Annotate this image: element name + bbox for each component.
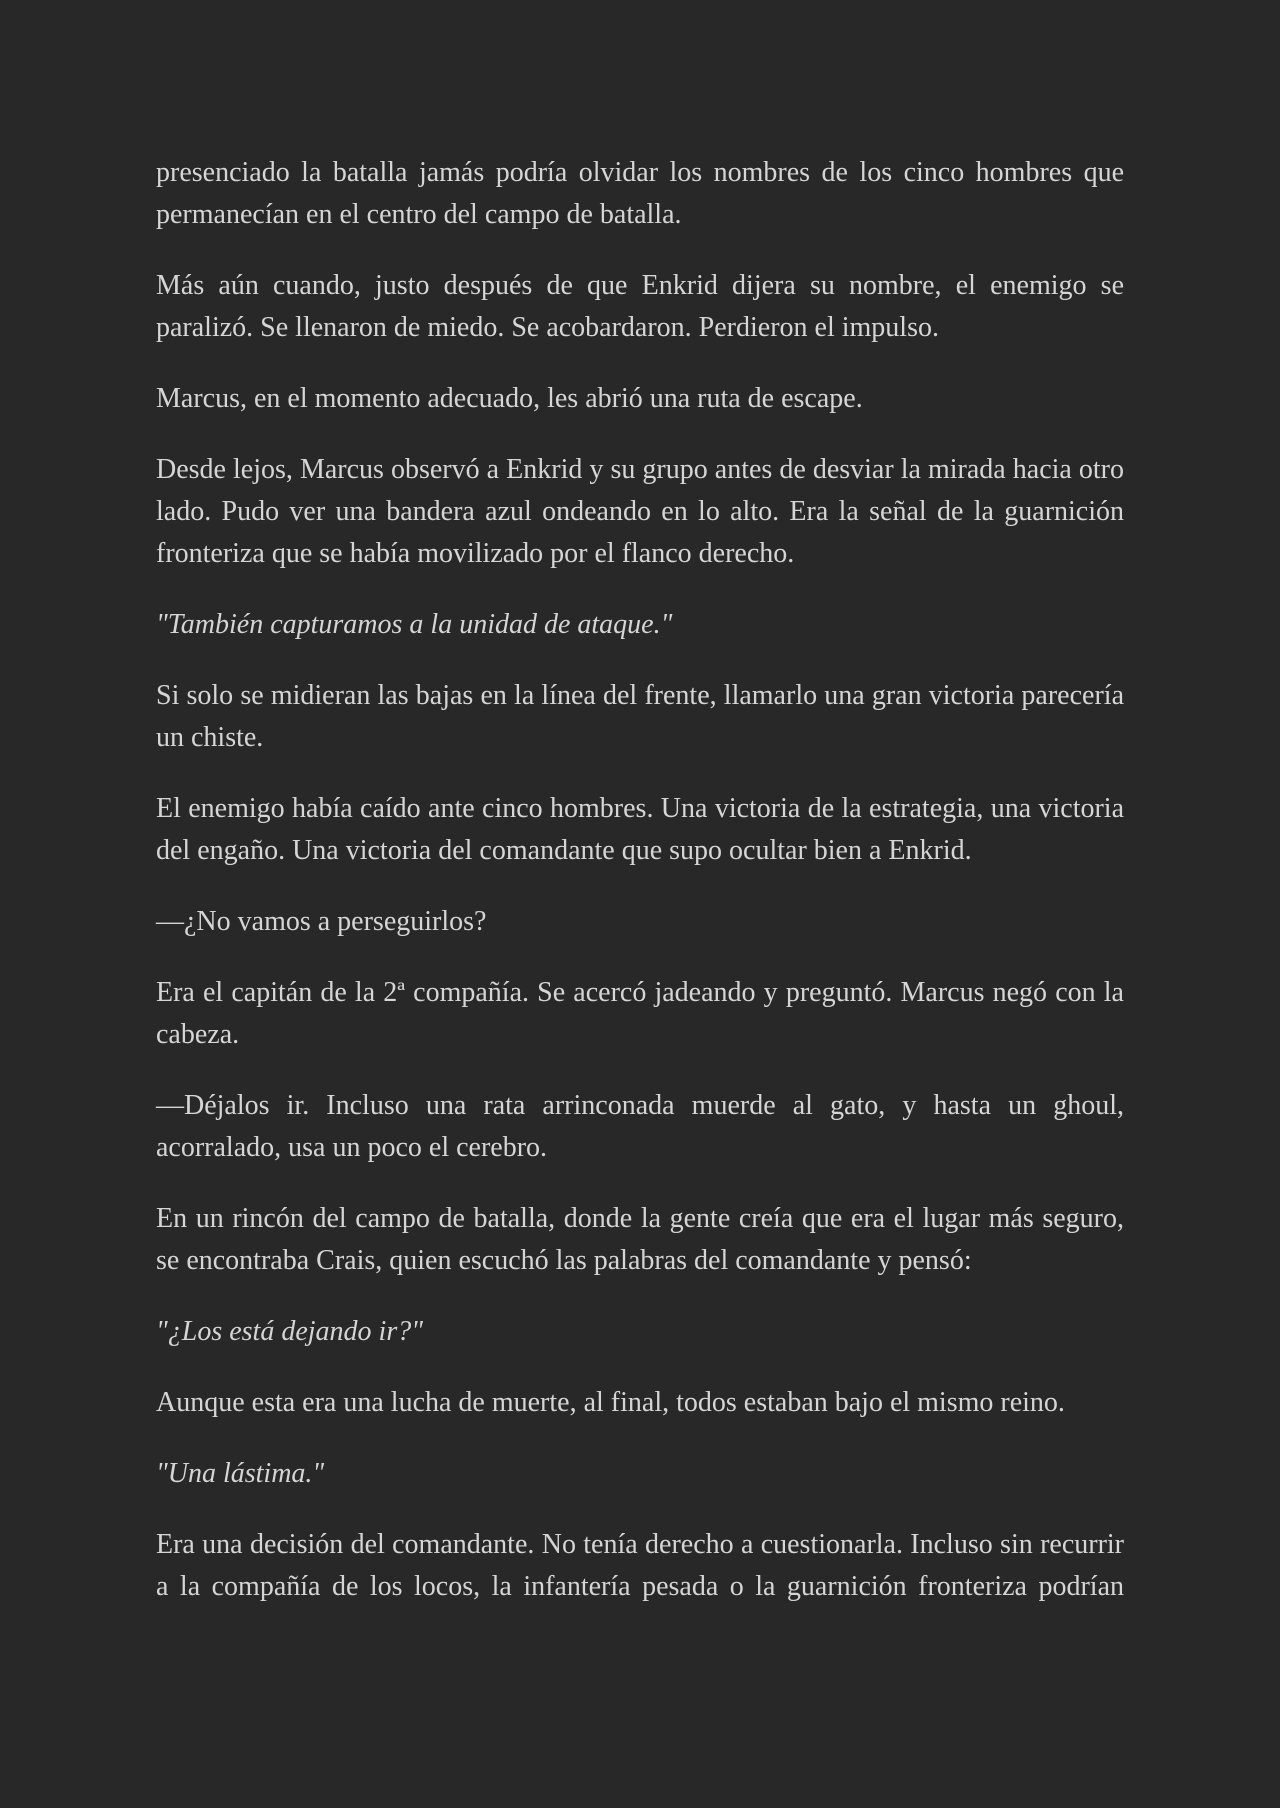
body-paragraph: Era el capitán de la 2ª compañía. Se acercó jadeando y preguntó. Marcus negó con la cabeza.	[156, 977, 1124, 1050]
body-paragraph: —Déjalos ir. Incluso una rata arrinconada muerde al gato, y hasta un ghoul, acorralado, usa un poco el cerebro.	[156, 1090, 1124, 1163]
body-paragraph: Más aún cuando, justo después de que Enkrid dijera su nombre, el enemigo se paralizó. Se llenaron de miedo. Se acobardaron. Perdieron el impulso.	[156, 270, 1124, 343]
body-paragraph: —¿No vamos a perseguirlos?	[156, 906, 487, 937]
body-paragraph: Desde lejos, Marcus observó a Enkrid y su grupo antes de desviar la mirada hacia otro lado. Pudo ver una bandera azul ondeando en lo alto. Era la señal de la guarnición fronteriza que se había movilizado por el flanco derecho.	[156, 454, 1124, 569]
body-paragraph: Era una decisión del comandante. No tenía derecho a cuestionarla. Incluso sin recurrir a la compañía de los locos, la infantería pesada o la guarnición fronteriza podrían	[156, 1529, 1124, 1602]
body-paragraph: Marcus, en el momento adecuado, les abrió una ruta de escape.	[156, 383, 863, 414]
body-paragraph: Si solo se midieran las bajas en la línea del frente, llamarlo una gran victoria parecería un chiste.	[156, 680, 1124, 753]
thought-quote-paragraph: "¿Los está dejando ir?"	[156, 1316, 423, 1347]
thought-quote-paragraph: "También capturamos a la unidad de ataque."	[156, 609, 673, 640]
text-column	[156, 0, 1124, 1608]
body-paragraph: Aunque esta era una lucha de muerte, al final, todos estaban bajo el mismo reino.	[156, 1387, 1065, 1418]
body-paragraph: El enemigo había caído ante cinco hombres. Una victoria de la estrategia, una victoria del engaño. Una victoria del comandante que supo ocultar bien a Enkrid.	[156, 793, 1124, 866]
body-paragraph: En un rincón del campo de batalla, donde la gente creía que era el lugar más seguro, se encontraba Crais, quien escuchó las palabras del comandante y pensó:	[156, 1203, 1124, 1276]
thought-quote-paragraph: "Una lástima."	[156, 1458, 325, 1489]
body-paragraph: presenciado la batalla jamás podría olvidar los nombres de los cinco hombres que permanecían en el centro del campo de batalla.	[156, 157, 1124, 230]
